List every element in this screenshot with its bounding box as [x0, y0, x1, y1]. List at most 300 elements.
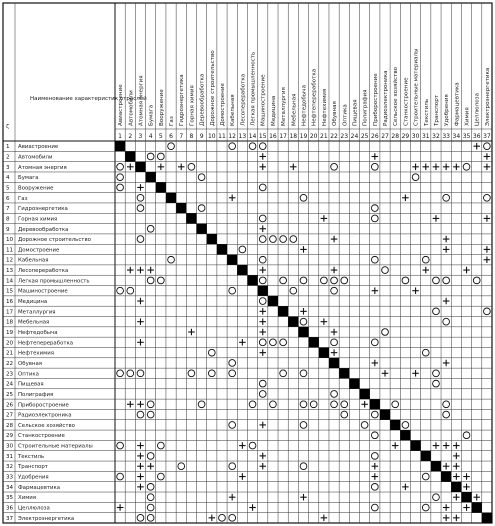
plus-mark: [137, 401, 144, 408]
circle-mark: [321, 277, 328, 284]
circle-mark: [259, 236, 266, 243]
row-label: Медицина: [18, 299, 48, 306]
column-number: 33: [442, 133, 450, 140]
column-number: 21: [320, 133, 328, 140]
circle-mark: [137, 236, 144, 243]
plus-mark: [127, 401, 134, 408]
circle-mark: [198, 174, 205, 181]
plus-mark: [259, 308, 266, 315]
circle-mark: [259, 391, 266, 398]
column-label: Оптика: [342, 104, 349, 126]
circle-mark: [361, 422, 368, 429]
plus-mark: [412, 164, 419, 171]
plus-mark: [137, 453, 144, 460]
circle-mark: [117, 174, 124, 181]
circle-mark: [229, 143, 236, 150]
circle-mark: [229, 463, 236, 470]
circle-mark: [117, 442, 124, 449]
row-label: Вооружение: [18, 185, 54, 192]
row-label: Пищевая: [18, 381, 44, 388]
plus-mark: [463, 267, 470, 274]
circle-mark: [157, 473, 164, 480]
column-number: 6: [169, 133, 173, 140]
column-label: Удобрения: [444, 94, 451, 126]
plus-mark: [239, 473, 246, 480]
plus-mark: [259, 318, 266, 325]
row-label: Химия: [18, 495, 37, 502]
plus-mark: [473, 143, 480, 150]
row-label: Нефтепереработка: [18, 340, 74, 347]
diagonal-cell: [146, 172, 156, 182]
diagonal-cell: [135, 162, 145, 172]
plus-mark: [423, 267, 430, 274]
circle-mark: [259, 143, 266, 150]
plus-mark: [259, 153, 266, 160]
plus-mark: [259, 422, 266, 429]
row-index: 28: [6, 422, 14, 429]
circle-mark: [259, 184, 266, 191]
column-label: Полиграфия: [362, 89, 369, 126]
row-index: 14: [6, 278, 14, 285]
circle-mark: [484, 143, 491, 150]
diagonal-cell: [115, 141, 125, 151]
column-label: Строительные материалы: [413, 48, 420, 126]
circle-mark: [137, 194, 144, 201]
circle-mark: [371, 339, 378, 346]
row-label: Авиастроение: [18, 144, 59, 151]
circle-mark: [443, 194, 450, 201]
header-block: [6, 95, 147, 130]
circle-mark: [371, 453, 378, 460]
diagonal-cell: [125, 151, 135, 161]
row-index: 18: [6, 319, 14, 326]
plus-mark: [259, 164, 266, 171]
circle-mark: [382, 329, 389, 336]
row-index: 33: [6, 474, 14, 481]
column-label: Авиастроение: [118, 84, 125, 126]
column-label: Машиностроение: [260, 74, 267, 126]
diagonal-cell: [431, 461, 441, 471]
row-label: Транспорт: [18, 464, 48, 471]
column-label: Бумага: [148, 104, 155, 126]
circle-mark: [147, 225, 154, 232]
plus-mark: [453, 494, 460, 501]
plus-mark: [443, 463, 450, 470]
diagonal-cell: [217, 244, 227, 254]
circle-mark: [484, 308, 491, 315]
row-index: 12: [6, 257, 14, 264]
column-label: Домостроение: [219, 83, 226, 126]
circle-mark: [229, 360, 236, 367]
circle-mark: [341, 411, 348, 418]
column-number: 28: [391, 133, 400, 140]
column-number: 34: [452, 133, 461, 140]
row-label: Станкостроение: [18, 433, 65, 440]
row-label: Газ: [18, 195, 28, 202]
circle-mark: [229, 422, 236, 429]
row-index: 32: [6, 464, 14, 471]
circle-mark: [219, 514, 226, 521]
diagonal-cell: [390, 420, 400, 430]
column-number: 15: [258, 133, 267, 140]
diagonal-cell: [451, 482, 461, 492]
circle-mark: [443, 411, 450, 418]
plus-mark: [178, 164, 185, 171]
circle-mark: [371, 163, 378, 170]
circle-mark: [117, 287, 124, 294]
plus-mark: [259, 463, 266, 470]
column-number: 9: [199, 133, 204, 140]
plus-mark: [402, 484, 409, 491]
plus-mark: [127, 164, 134, 171]
diagonal-cell: [237, 265, 247, 275]
circle-mark: [270, 236, 277, 243]
circle-mark: [147, 277, 154, 284]
circle-mark: [208, 370, 215, 377]
row-label: Электроэнергетика: [18, 515, 75, 522]
plus-mark: [147, 463, 154, 470]
row-index: 23: [6, 371, 14, 378]
circle-mark: [178, 463, 185, 470]
column-label: Газ: [169, 116, 176, 126]
circle-mark: [208, 349, 215, 356]
plus-mark: [402, 195, 409, 202]
row-index: 19: [6, 330, 14, 336]
column-label: Пищевая: [352, 99, 359, 126]
circle-mark: [300, 318, 307, 325]
plus-mark: [259, 267, 266, 274]
column-number: 20: [309, 133, 318, 140]
circle-mark: [331, 401, 338, 408]
diagonal-cell: [258, 286, 268, 296]
row-index: 9: [6, 226, 10, 233]
plus-mark: [300, 494, 307, 501]
plus-mark: [443, 164, 450, 171]
diagonal-cell: [288, 317, 298, 327]
column-number: 29: [401, 133, 410, 140]
row-index: 36: [6, 505, 14, 512]
column-label: Станкостроение: [403, 77, 410, 126]
circle-mark: [473, 277, 480, 284]
column-label: Лесопереработка: [240, 73, 247, 126]
diagonal-cell: [197, 224, 207, 234]
column-number: 10: [207, 133, 216, 140]
circle-mark: [229, 370, 236, 377]
plus-mark: [290, 164, 297, 171]
row-label: Обувная: [18, 360, 43, 367]
circle-mark: [331, 163, 338, 170]
header-title: Наименование характеристик отраслей: [30, 96, 147, 102]
column-number: 35: [462, 133, 471, 140]
diagonal-cell: [421, 451, 431, 461]
row-index: 2: [6, 154, 10, 161]
circle-mark: [371, 484, 378, 491]
row-labels: [6, 144, 93, 522]
diagonal-cell: [166, 193, 176, 203]
column-label: Обувная: [332, 101, 339, 126]
plus-mark: [229, 494, 236, 501]
column-number: 1: [118, 133, 123, 140]
circle-mark: [239, 246, 246, 253]
row-index: 16: [6, 299, 14, 306]
plus-mark: [331, 349, 338, 356]
row-index: 4: [6, 175, 10, 182]
column-number: 30: [411, 133, 420, 140]
plus-mark: [321, 215, 328, 222]
circle-mark: [147, 484, 154, 491]
column-label: Вооружение: [158, 89, 165, 126]
column-label: Медицина: [270, 95, 277, 126]
circle-mark: [331, 277, 338, 284]
row-label: Домостроение: [18, 247, 60, 254]
plus-mark: [484, 164, 491, 171]
row-index: 25: [6, 391, 14, 398]
column-number: 22: [330, 133, 338, 140]
circle-mark: [147, 514, 154, 521]
circle-mark: [290, 287, 297, 294]
diagonal-cell: [207, 234, 217, 244]
column-number: 3: [138, 133, 143, 140]
column-number: 16: [269, 133, 277, 140]
plus-mark: [453, 463, 460, 470]
plus-mark: [239, 442, 246, 449]
plus-mark: [433, 442, 440, 449]
row-label: Текстиль: [18, 453, 45, 460]
circle-mark: [280, 370, 287, 377]
plus-mark: [331, 236, 338, 243]
diagonal-cell: [247, 275, 257, 285]
column-label: Кабельная: [230, 94, 237, 126]
circle-mark: [463, 432, 470, 439]
circle-mark: [300, 277, 307, 284]
row-index: 24: [6, 381, 14, 388]
plus-mark: [484, 256, 491, 263]
column-number: 24: [350, 133, 359, 140]
circle-mark: [422, 256, 429, 263]
row-index: 17: [6, 309, 14, 316]
plus-mark: [137, 442, 144, 449]
circle-mark: [300, 194, 307, 201]
circle-mark: [443, 401, 450, 408]
plus-mark: [361, 401, 368, 408]
circle-mark: [249, 143, 256, 150]
circle-mark: [402, 277, 409, 284]
corner-mark: ζ: [6, 124, 9, 130]
diagonal-cell: [298, 327, 308, 337]
row-index: 22: [6, 360, 14, 367]
column-label: Целлюлоза: [474, 92, 481, 126]
row-index: 5: [6, 185, 10, 192]
circle-mark: [331, 391, 338, 398]
row-index: 10: [6, 237, 14, 244]
plus-mark: [229, 195, 236, 202]
circle-mark: [341, 401, 348, 408]
row-index: 27: [6, 412, 14, 419]
diagonal-cell: [329, 358, 339, 368]
column-numbers: [118, 133, 491, 140]
diagonal-cell: [349, 378, 359, 388]
column-number: 37: [483, 133, 491, 140]
column-label: Дорожное строительство: [209, 50, 216, 126]
row-label: Радиоэлектроника: [18, 412, 72, 419]
column-number: 36: [472, 133, 481, 140]
circle-mark: [137, 370, 144, 377]
row-label: Сельское хозяйство: [18, 422, 75, 429]
row-index: 35: [6, 495, 14, 502]
column-number: 25: [360, 133, 369, 140]
circle-mark: [147, 504, 154, 511]
plus-mark: [443, 360, 450, 367]
column-number: 14: [248, 133, 257, 140]
diagonal-cell: [278, 306, 288, 316]
circle-mark: [280, 277, 287, 284]
plus-mark: [127, 267, 134, 274]
column-number: 32: [432, 133, 440, 140]
circle-mark: [137, 514, 144, 521]
column-label: Химия: [464, 107, 471, 126]
row-label: Машиностроение: [18, 288, 68, 295]
row-index: 26: [6, 402, 14, 409]
circle-mark: [392, 401, 399, 408]
circle-mark: [371, 504, 378, 511]
row-index: 7: [6, 206, 10, 213]
circle-mark: [117, 370, 124, 377]
plus-mark: [137, 298, 144, 305]
circle-mark: [249, 401, 256, 408]
row-label: Гидроэнергетика: [18, 206, 68, 213]
circle-mark: [280, 236, 287, 243]
circle-mark: [484, 194, 491, 201]
circle-mark: [198, 401, 205, 408]
plus-mark: [259, 329, 266, 336]
column-label: Электроэнергетика: [484, 67, 491, 126]
circle-mark: [188, 163, 195, 170]
diagonal-cell: [472, 502, 482, 512]
circle-mark: [147, 153, 154, 160]
plus-mark: [453, 442, 460, 449]
plus-mark: [300, 246, 307, 253]
circle-mark: [137, 411, 144, 418]
circle-mark: [270, 339, 277, 346]
plus-mark: [453, 453, 460, 460]
diagonal-cell: [360, 389, 370, 399]
circle-mark: [147, 494, 154, 501]
circle-mark: [433, 380, 440, 387]
circle-mark: [433, 370, 440, 377]
circle-mark: [443, 277, 450, 284]
row-label: Оптика: [18, 371, 39, 378]
circle-mark: [157, 277, 164, 284]
column-number: 26: [371, 133, 379, 140]
plus-mark: [259, 225, 266, 232]
row-label: Деревообработка: [18, 226, 69, 233]
plus-mark: [453, 473, 460, 480]
circle-mark: [331, 339, 338, 346]
circle-mark: [259, 277, 266, 284]
plus-mark: [321, 318, 328, 325]
diagonal-cell: [268, 296, 278, 306]
diagonal-cell: [186, 213, 196, 223]
column-label: Горная химия: [189, 85, 196, 126]
circle-mark: [422, 504, 429, 511]
column-labels: [118, 48, 491, 127]
diagonal-cell: [461, 492, 471, 502]
row-label: Нефтедобыча: [18, 330, 58, 336]
circle-mark: [270, 401, 277, 408]
column-label: Нефтепереработка: [311, 68, 318, 126]
plus-mark: [158, 164, 165, 171]
circle-mark: [259, 339, 266, 346]
plus-mark: [412, 287, 419, 294]
circle-mark: [412, 174, 419, 181]
column-label: Текстиль: [423, 98, 430, 126]
circle-mark: [290, 236, 297, 243]
diagonal-cell: [370, 399, 380, 409]
column-number: 31: [421, 133, 430, 140]
column-label: Транспорт: [433, 94, 440, 126]
circle-mark: [422, 349, 429, 356]
row-label: Автомобили: [18, 154, 53, 161]
column-label: Атомная энергия: [138, 75, 145, 126]
plus-mark: [137, 484, 144, 491]
column-label: Автомобили: [128, 90, 135, 126]
row-label: Горная химия: [18, 216, 58, 223]
plus-mark: [372, 360, 379, 367]
row-index: 29: [6, 433, 14, 440]
circle-mark: [341, 277, 348, 284]
circle-mark: [157, 153, 164, 160]
plus-mark: [484, 215, 491, 222]
plus-mark: [443, 246, 450, 253]
column-label: Легкая промышленность: [250, 51, 257, 126]
column-label: Гидроэнергетика: [179, 74, 186, 126]
circle-mark: [433, 308, 440, 315]
plus-mark: [321, 515, 328, 522]
column-number: 8: [189, 133, 194, 140]
circle-mark: [259, 256, 266, 263]
circle-mark: [117, 473, 124, 480]
row-index: 21: [6, 350, 14, 357]
plus-mark: [382, 370, 389, 377]
diagonal-cell: [227, 255, 237, 265]
column-label: Сельское хозяйство: [393, 66, 400, 126]
column-number: 23: [340, 133, 349, 140]
plus-mark: [392, 442, 399, 449]
plus-mark: [137, 473, 144, 480]
plus-mark: [484, 153, 491, 160]
plus-mark: [484, 246, 491, 253]
circle-mark: [147, 401, 154, 408]
column-label: Металлургия: [281, 87, 288, 126]
column-number: 2: [128, 133, 133, 140]
circle-mark: [463, 163, 470, 170]
row-index: 11: [6, 247, 14, 254]
circle-mark: [300, 370, 307, 377]
row-label: Целлюлоза: [18, 505, 50, 512]
column-label: Деревообработка: [199, 73, 206, 126]
column-label: Фармацевтика: [454, 82, 461, 126]
circle-mark: [433, 277, 440, 284]
row-index: 15: [6, 288, 14, 295]
circle-mark: [229, 514, 236, 521]
row-label: Фармацевтика: [18, 484, 61, 491]
row-index: 37: [6, 515, 14, 522]
plus-mark: [372, 153, 379, 160]
plus-mark: [188, 329, 195, 336]
plus-mark: [331, 267, 338, 274]
circle-mark: [300, 401, 307, 408]
column-number: 12: [228, 133, 236, 140]
